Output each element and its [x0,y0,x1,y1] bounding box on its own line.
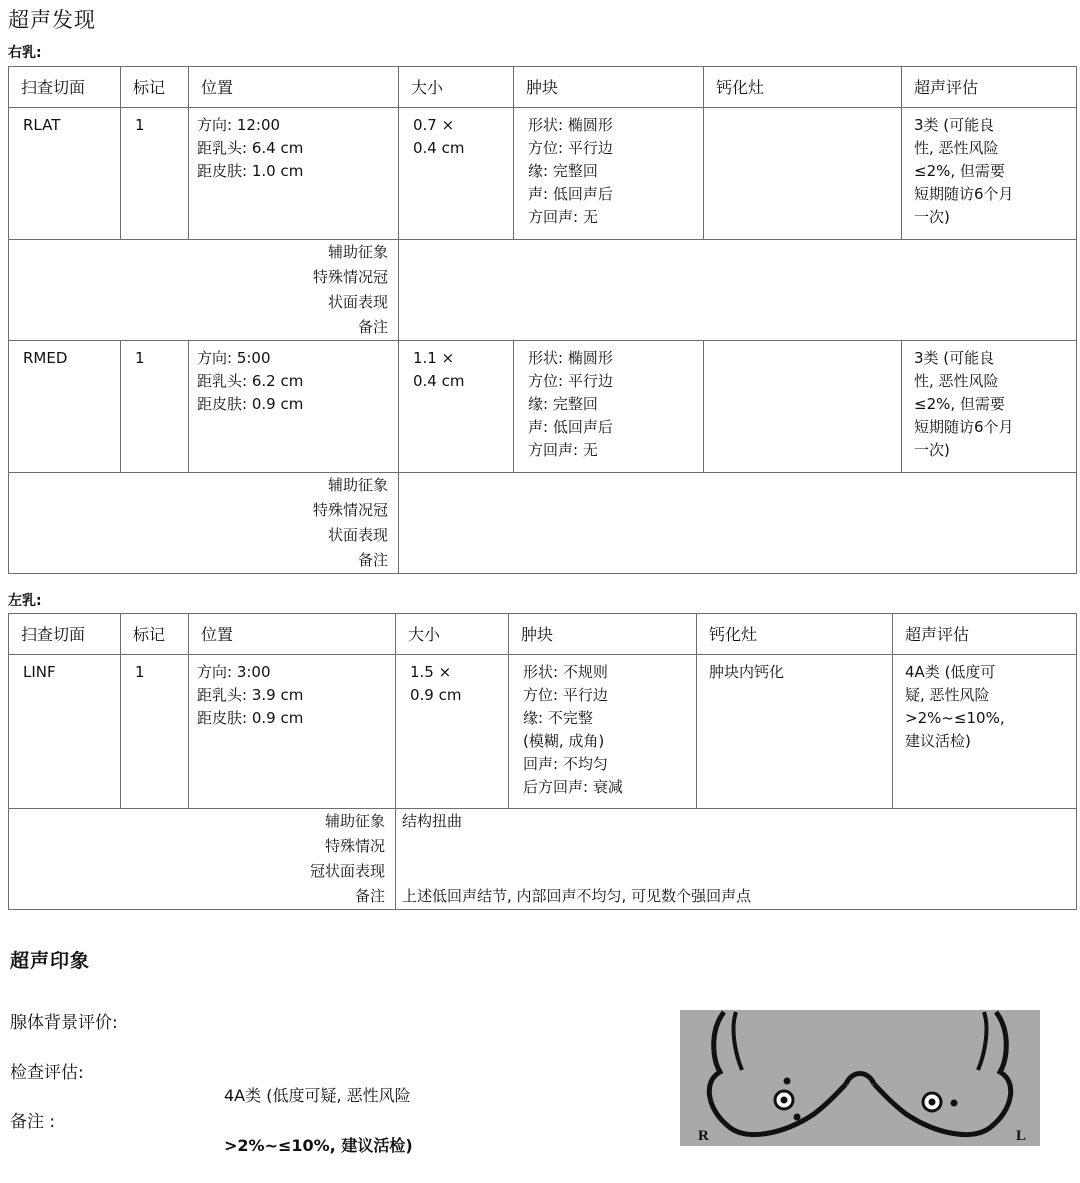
mark-cell: 1 [121,341,189,473]
diagram-label-left: L [1016,1128,1027,1144]
size-cell: 0.7 × 0.4 cm [399,108,514,240]
findings-title: 超声发现 [8,8,96,32]
table-row [9,341,1077,473]
auxiliary-labels [9,809,396,910]
evaluation-value-line2: >2%~≤10%, 建议活检) [224,1136,413,1155]
table-row [9,108,1077,240]
table-row [9,655,1077,809]
auxiliary-labels: 辅助征象 特殊情况冠 状面表现 备注 [9,240,399,341]
table-header-row [9,614,1077,655]
header-mass: 肿块 [509,614,697,655]
position-cell: 方向: 12:00 距乳头: 6.4 cm 距皮肤: 1.0 cm [189,108,399,240]
position-cell: 方向: 5:00 距乳头: 6.2 cm 距皮肤: 0.9 cm [189,341,399,473]
header-calcification: 钙化灶 [704,67,902,108]
auxiliary-values [396,809,1077,910]
evaluation-value [224,1058,413,1183]
header-plane: 扫查切面 [9,67,121,108]
aux-value-coronal [402,859,1068,884]
left-nipple-center [929,1099,936,1106]
breast-diagram [680,1010,1040,1146]
header-mass: 肿块 [514,67,704,108]
header-mark: 标记 [121,614,189,655]
auxiliary-row [9,240,1077,341]
gland-background-label: 腺体背景评价: [10,1013,118,1033]
mass-cell: 形状: 椭圆形 方位: 平行边 缘: 完整回 声: 低回声后 方回声: 无 [514,341,704,473]
auxiliary-row [9,473,1077,574]
plane-cell: RLAT [9,108,121,240]
header-calcification: 钙化灶 [697,614,893,655]
evaluation-label: 检查评估: [10,1063,84,1083]
plane-cell: LINF [9,655,121,809]
aux-value-special [402,834,1068,859]
header-mark: 标记 [121,67,189,108]
calcification-cell [704,341,902,473]
auxiliary-row [9,809,1077,910]
notes-label: 备注 : [10,1112,56,1132]
header-plane: 扫查切面 [9,614,121,655]
diagram-label-right: R [698,1128,709,1144]
mark-cell: 1 [121,108,189,240]
header-position: 位置 [189,614,396,655]
lesion-marker-rmed [794,1114,801,1121]
mark-cell: 1 [121,655,189,809]
auxiliary-values [399,240,1077,341]
calcification-cell: 肿块内钙化 [697,655,893,809]
right-breast-label: 右乳: [8,45,42,61]
mass-cell: 形状: 不规则 方位: 平行边 缘: 不完整 (模糊, 成角) 回声: 不均匀 后方回声: 衰减 [509,655,697,809]
mass-cell: 形状: 椭圆形 方位: 平行边 缘: 完整回 声: 低回声后 方回声: 无 [514,108,704,240]
plane-cell: RMED [9,341,121,473]
aux-label-signs: 辅助征象 [324,812,385,830]
right-breast-table [8,66,1077,574]
breast-diagram-svg [680,1010,1040,1146]
evaluation-value-line1: 4A类 (低度可疑, 恶性风险 [224,1086,411,1105]
lesion-marker-linf [951,1100,958,1107]
size-cell: 1.5 × 0.9 cm [396,655,509,809]
evaluation-cell: 3类 (可能良 性, 恶性风险 ≤2%, 但需要 短期随访6个月 一次) [902,341,1077,473]
auxiliary-labels: 辅助征象 特殊情况冠 状面表现 备注 [9,473,399,574]
impression-title: 超声印象 [10,950,91,972]
header-size: 大小 [396,614,509,655]
header-evaluation: 超声评估 [893,614,1077,655]
left-breast-table [8,613,1077,910]
header-position: 位置 [189,67,399,108]
aux-label-special: 特殊情况 [324,837,385,855]
header-size: 大小 [399,67,514,108]
left-breast-label: 左乳: [8,593,42,609]
auxiliary-values [399,473,1077,574]
evaluation-cell: 3类 (可能良 性, 恶性风险 ≤2%, 但需要 短期随访6个月 一次) [902,108,1077,240]
size-cell: 1.1 × 0.4 cm [399,341,514,473]
aux-value-signs: 结构扭曲 [402,812,463,830]
lesion-marker-rlat [784,1078,791,1085]
right-nipple-center [781,1097,788,1104]
aux-label-notes: 备注 [354,887,385,905]
position-cell: 方向: 3:00 距乳头: 3.9 cm 距皮肤: 0.9 cm [189,655,396,809]
calcification-cell [704,108,902,240]
header-evaluation: 超声评估 [902,67,1077,108]
evaluation-cell: 4A类 (低度可 疑, 恶性风险 >2%~≤10%, 建议活检) [893,655,1077,809]
table-header-row [9,67,1077,108]
aux-label-coronal: 冠状面表现 [309,862,385,880]
aux-value-notes: 上述低回声结节, 内部回声不均匀, 可见数个强回声点 [402,887,752,905]
